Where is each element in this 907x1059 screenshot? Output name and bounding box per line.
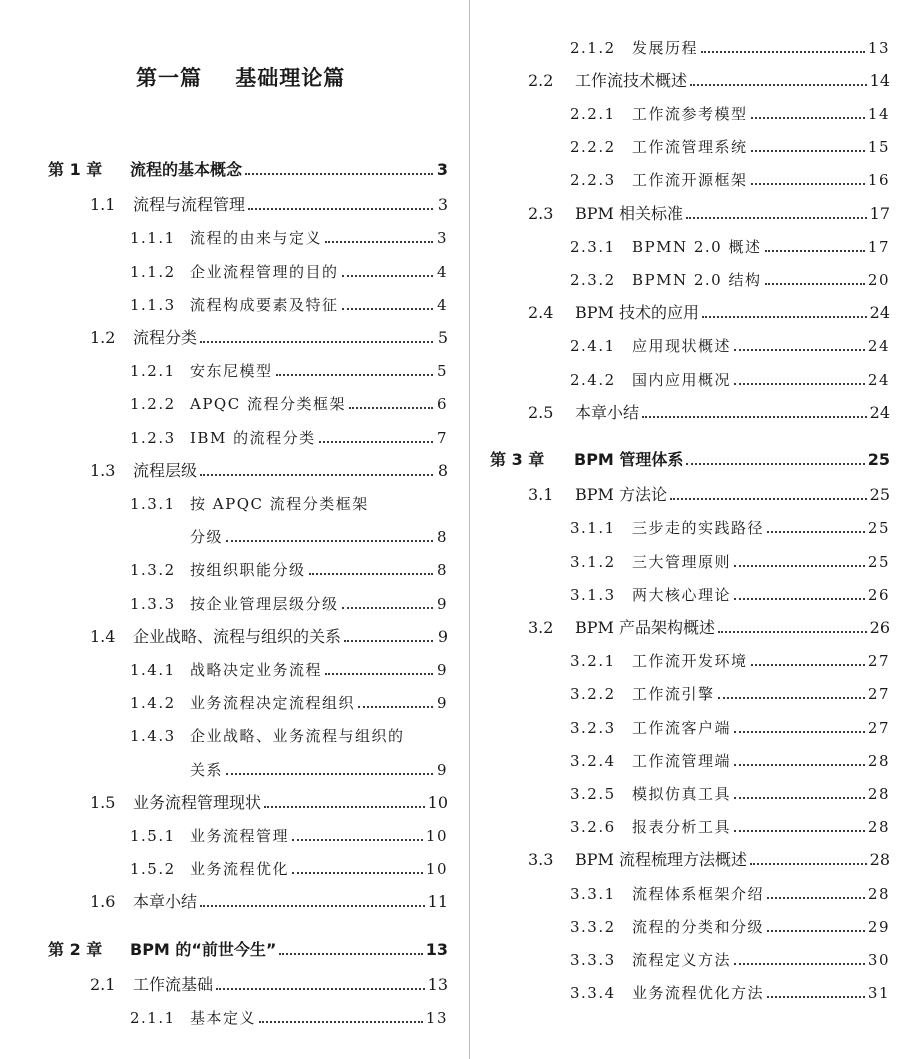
dot-leader (325, 673, 433, 675)
dot-leader (342, 275, 433, 277)
toc-entry-sub (130, 1007, 448, 1029)
toc-page-number: 25 (867, 552, 890, 571)
toc-entry-section (528, 849, 890, 871)
toc-entry-number: 2.1.1 (130, 1009, 176, 1027)
toc-page-number: 9 (436, 694, 448, 713)
toc-page-number: 4 (436, 262, 448, 281)
toc-page-number: 10 (425, 827, 448, 845)
toc-entry-sub (570, 136, 890, 158)
toc-entry-number: 1.4.3 (130, 727, 176, 746)
toc-entry-sub (570, 916, 890, 938)
toc-entry-section (528, 302, 890, 324)
toc-entry-section (528, 484, 890, 506)
dot-leader (642, 416, 867, 418)
toc-page-number: 24 (869, 402, 890, 422)
dot-leader (319, 441, 433, 443)
toc-entry-number: 1.3.2 (130, 561, 176, 580)
dot-leader (200, 905, 425, 907)
toc-entry-title: 工作流基础 (133, 974, 214, 994)
toc-entry-sub (570, 949, 890, 971)
dot-leader (200, 474, 433, 476)
toc-entry-title: 企业战略、流程与组织的关系 (133, 626, 342, 646)
dot-leader (292, 872, 423, 874)
dot-leader (767, 996, 865, 998)
toc-entry-title: BPM 管理体系 (574, 449, 684, 469)
toc-entry-title: 流程的分类和分级 (632, 917, 765, 936)
toc-entry-title: 本章小结 (133, 892, 198, 912)
toc-entry-number: 2.3.2 (570, 270, 616, 289)
toc-entry-sub (570, 783, 890, 805)
toc-entry-title: 按企业管理层级分级 (190, 594, 339, 613)
toc-entry-chapter (48, 939, 448, 961)
toc-entry-title: BPM 的“前世今生” (130, 939, 277, 959)
toc-page-number: 27 (867, 718, 890, 737)
toc-entry-title: 工作流引擎 (632, 685, 715, 704)
toc-entry-title: 工作流开发环境 (632, 652, 748, 671)
toc-page-number: 4 (436, 295, 448, 314)
toc-entry-title: 三步走的实践路径 (632, 519, 765, 538)
toc-entry-title: APQC 流程分类框架 (190, 395, 346, 414)
toc-entry-title: 工作流参考模型 (632, 104, 748, 123)
dot-leader (734, 963, 865, 965)
toc-page-number: 24 (867, 370, 890, 389)
toc-entry-section (528, 70, 890, 92)
toc-entry-title: 流程分类 (133, 328, 198, 347)
toc-entry-number: 1.6 (90, 892, 116, 912)
toc-entry-title: 流程层级 (133, 460, 198, 480)
toc-entry-title: BPM 产品架构概述 (575, 617, 715, 637)
toc-entry-section (90, 974, 448, 996)
dot-leader (342, 607, 433, 609)
toc-entry-number: 2.2.2 (570, 138, 616, 157)
toc-entry-sub (130, 858, 448, 880)
dot-leader (325, 241, 433, 243)
toc-page-number: 13 (867, 38, 890, 57)
dot-leader (701, 51, 865, 53)
toc-entry-title-continued: 关系 (190, 760, 224, 779)
dot-leader (358, 706, 433, 708)
toc-page-number: 3 (437, 195, 448, 215)
toc-entry-title: 工作流管理系统 (632, 138, 748, 157)
toc-entry-title: 按组织职能分级 (190, 561, 306, 580)
toc-page-number: 8 (436, 561, 448, 580)
toc-entry-sub (570, 335, 890, 357)
toc-entry-number: 第 3 章 (490, 449, 545, 469)
toc-entry-sub (130, 692, 448, 714)
toc-entry-title: 业务流程管理现状 (133, 792, 262, 812)
dot-leader (765, 250, 865, 252)
toc-entry-number: 3.2.4 (570, 751, 616, 770)
toc-entry-number: 1.1 (90, 195, 116, 215)
toc-entry-number: 2.2 (528, 70, 554, 90)
toc-page-number: 8 (436, 528, 448, 547)
toc-entry-title: 工作流管理端 (632, 751, 732, 770)
toc-page-number: 13 (425, 1009, 448, 1027)
toc-entry-title: 流程与流程管理 (133, 195, 246, 215)
column-divider (469, 0, 470, 1059)
toc-entry-sub (570, 717, 890, 739)
part-title: 第一篇 基础理论篇 (136, 66, 346, 90)
toc-entry-number: 1.3 (90, 460, 116, 480)
dot-leader (734, 565, 865, 567)
toc-page-number: 6 (436, 395, 448, 414)
toc-entry-number: 2.1 (90, 974, 116, 994)
toc-entry-number: 2.2.1 (570, 104, 616, 123)
toc-entry-title: 模拟仿真工具 (632, 784, 732, 803)
toc-entry-number: 3.1.2 (570, 552, 616, 571)
toc-entry-title: BPM 技术的应用 (575, 303, 699, 323)
toc-entry-section (528, 203, 890, 225)
dot-leader (200, 341, 433, 343)
toc-entry-sub (570, 683, 890, 705)
toc-entry-sub (130, 725, 448, 747)
toc-page-number: 28 (867, 818, 890, 837)
toc-entry-number: 3.3.3 (570, 950, 616, 969)
toc-entry-title: 发展历程 (632, 38, 699, 57)
dot-leader (216, 988, 425, 990)
dot-leader (349, 407, 433, 409)
toc-entry-sub (570, 551, 890, 573)
toc-entry-number: 1.3.3 (130, 594, 176, 613)
dot-leader (702, 316, 867, 318)
toc-entry-number: 3.2.1 (570, 652, 616, 671)
toc-entry-sub (130, 825, 448, 847)
toc-page-number: 9 (437, 626, 448, 646)
toc-page-number: 9 (436, 594, 448, 613)
toc-entry-title: 流程体系框架介绍 (632, 884, 765, 903)
toc-page-number: 7 (436, 428, 448, 447)
toc-page-number: 31 (867, 984, 890, 1003)
toc-entry-number: 3.3 (528, 850, 554, 870)
dot-leader (309, 573, 433, 575)
toc-entry-chapter (48, 159, 448, 181)
toc-page-number: 25 (867, 519, 890, 538)
toc-entry-title: 业务流程优化方法 (632, 984, 765, 1003)
toc-entry-title: 国内应用概况 (632, 370, 732, 389)
toc-page-number: 11 (427, 892, 448, 912)
toc-entry-number: 1.1.3 (130, 295, 176, 314)
toc-entry-sub (570, 650, 890, 672)
dot-leader (686, 463, 864, 465)
dot-leader (765, 283, 865, 285)
dot-leader (767, 930, 865, 932)
toc-page-number: 9 (436, 661, 448, 679)
toc-entry-title: 应用现状概述 (632, 337, 732, 356)
toc-page-number: 15 (867, 138, 890, 157)
toc-entry-title: BPMN 2.0 结构 (632, 270, 762, 289)
toc-page-number: 27 (867, 685, 890, 704)
dot-leader (718, 697, 865, 699)
toc-page-number: 25 (869, 485, 890, 505)
toc-entry-number: 1.2 (90, 328, 116, 347)
toc-entry-title: 工作流技术概述 (575, 70, 688, 90)
toc-page-number: 28 (867, 751, 890, 770)
toc-entry-title-continued: 分级 (190, 528, 224, 547)
dot-leader (767, 531, 865, 533)
toc-entry-number: 1.5.2 (130, 860, 176, 879)
toc-entry-title: 流程的由来与定义 (190, 229, 323, 248)
toc-entry-sub (130, 593, 448, 615)
dot-leader (734, 764, 865, 766)
toc-entry-number: 1.2.2 (130, 395, 176, 414)
toc-page-number: 28 (869, 850, 890, 870)
toc-entry-title: 工作流客户端 (632, 718, 732, 737)
toc-page-number: 30 (867, 950, 890, 969)
toc-page-number: 10 (427, 792, 448, 812)
toc-entry-number: 1.2.1 (130, 362, 176, 381)
toc-entry-sub (130, 427, 448, 449)
toc-entry-number: 第 1 章 (48, 160, 103, 179)
toc-entry-sub (570, 816, 890, 838)
toc-entry-title: 业务流程决定流程组织 (190, 694, 356, 713)
dot-leader (245, 173, 433, 175)
dot-leader (718, 631, 867, 633)
toc-page-number: 3 (436, 229, 448, 248)
toc-entry-sub (130, 294, 448, 316)
toc-entry-sub (570, 750, 890, 772)
toc-entry-title: 两大核心理论 (632, 585, 732, 604)
toc-page-number: 9 (436, 760, 448, 779)
toc-entry-number: 3.1.1 (570, 519, 616, 538)
dot-leader (767, 897, 865, 899)
toc-entry-number: 1.5.1 (130, 827, 176, 845)
toc-entry-number: 3.1 (528, 485, 554, 505)
dot-leader (226, 773, 433, 775)
toc-entry-sub (130, 360, 448, 382)
toc-entry-sub (570, 584, 890, 606)
dot-leader (751, 664, 865, 666)
toc-entry-chapter (490, 449, 890, 471)
toc-entry-sub (130, 393, 448, 415)
toc-entry-sub (570, 517, 890, 539)
dot-leader (734, 349, 865, 351)
toc-entry-number: 2.3 (528, 203, 554, 223)
toc-entry-section (90, 792, 448, 814)
dot-leader (248, 208, 433, 210)
toc-entry-continuation (190, 759, 448, 781)
toc-page-number: 3 (436, 160, 448, 179)
dot-leader (226, 540, 433, 542)
toc-entry-sub (130, 493, 448, 515)
toc-entry-sub (570, 169, 890, 191)
toc-entry-number: 3.2.5 (570, 784, 616, 803)
toc-entry-number: 1.5 (90, 792, 116, 812)
toc-page-number: 20 (867, 270, 890, 289)
toc-entry-number: 2.4.1 (570, 337, 616, 356)
toc-entry-title: 三大管理原则 (632, 552, 732, 571)
toc-entry-section (528, 402, 890, 424)
toc-entry-number: 1.4.1 (130, 661, 176, 679)
toc-entry-title: IBM 的流程分类 (190, 428, 316, 447)
toc-entry-sub (130, 559, 448, 581)
toc-page-number: 24 (867, 337, 890, 356)
dot-leader (259, 1021, 423, 1023)
toc-entry-number: 1.4.2 (130, 694, 176, 713)
toc-entry-number: 2.4.2 (570, 370, 616, 389)
toc-entry-section (90, 460, 448, 482)
toc-entry-sub (130, 659, 448, 681)
toc-entry-number: 3.3.4 (570, 984, 616, 1003)
toc-entry-title: 业务流程优化 (190, 860, 290, 879)
toc-entry-continuation (190, 526, 448, 548)
toc-entry-number: 1.2.3 (130, 428, 176, 447)
toc-entry-number: 3.3.1 (570, 884, 616, 903)
toc-entry-number: 3.2.2 (570, 685, 616, 704)
toc-entry-title: BPM 流程梳理方法概述 (575, 850, 747, 870)
dot-leader (264, 806, 425, 808)
toc-entry-sub (570, 269, 890, 291)
dot-leader (276, 374, 433, 376)
toc-entry-number: 3.2 (528, 617, 554, 637)
toc-entry-title: 本章小结 (575, 402, 640, 422)
toc-entry-number: 1.1.2 (130, 262, 176, 281)
dot-leader (344, 640, 433, 642)
toc-entry-title: 流程构成要素及特征 (190, 295, 339, 314)
toc-page-number: 17 (869, 203, 890, 223)
dot-leader (751, 183, 865, 185)
toc-page-number: 27 (867, 652, 890, 671)
toc-page-number: 24 (869, 303, 890, 323)
toc-entry-number: 2.4 (528, 303, 554, 323)
dot-leader (751, 117, 865, 119)
toc-entry-section (90, 891, 448, 913)
toc-entry-sub (130, 261, 448, 283)
toc-page-number: 5 (436, 362, 448, 381)
toc-page-number: 16 (867, 171, 890, 190)
toc-entry-number: 2.3.1 (570, 237, 616, 256)
toc-entry-number: 2.1.2 (570, 38, 616, 57)
toc-entry-number: 3.3.2 (570, 917, 616, 936)
toc-entry-title: 企业流程管理的目的 (190, 262, 339, 281)
toc-entry-title: 流程定义方法 (632, 950, 732, 969)
toc-entry-section (528, 617, 890, 639)
toc-entry-number: 1.4 (90, 626, 116, 646)
toc-page-number: 17 (867, 237, 890, 256)
toc-entry-sub (570, 103, 890, 125)
toc-entry-section (90, 194, 448, 216)
toc-entry-number: 第 2 章 (48, 939, 103, 959)
dot-leader (734, 830, 865, 832)
toc-page-number: 14 (867, 104, 890, 123)
toc-entry-section (90, 626, 448, 648)
dot-leader (734, 598, 865, 600)
toc-entry-title: 业务流程管理 (190, 827, 290, 845)
toc-entry-title: BPMN 2.0 概述 (632, 237, 762, 256)
toc-entry-title: BPM 相关标准 (575, 203, 683, 223)
toc-page-number: 13 (427, 974, 448, 994)
toc-entry-section (90, 327, 448, 349)
dot-leader (734, 383, 865, 385)
toc-page-number: 28 (867, 884, 890, 903)
toc-entry-sub (570, 37, 890, 59)
toc-entry-sub (570, 982, 890, 1004)
dot-leader (750, 863, 867, 865)
toc-page-number: 14 (869, 70, 890, 90)
toc-entry-sub (570, 883, 890, 905)
toc-entry-sub (570, 236, 890, 258)
dot-leader (751, 150, 865, 152)
dot-leader (686, 217, 867, 219)
toc-entry-number: 1.1.1 (130, 229, 176, 248)
dot-leader (342, 308, 433, 310)
toc-entry-number: 2.2.3 (570, 171, 616, 190)
dot-leader (670, 498, 867, 500)
toc-page-number: 26 (869, 617, 890, 637)
toc-entry-sub (130, 227, 448, 249)
dot-leader (734, 797, 865, 799)
toc-page-number: 28 (867, 784, 890, 803)
dot-leader (279, 953, 422, 955)
toc-page-number: 8 (437, 460, 448, 480)
dot-leader (690, 84, 867, 86)
toc-entry-title: 基本定义 (190, 1009, 257, 1027)
toc-entry-title: 工作流开源框架 (632, 171, 748, 190)
toc-entry-number: 3.2.3 (570, 718, 616, 737)
toc-entry-number: 1.3.1 (130, 495, 176, 513)
dot-leader (292, 839, 423, 841)
toc-page-number: 10 (425, 860, 448, 879)
toc-entry-number: 2.5 (528, 402, 554, 422)
toc-entry-title: 按 APQC 流程分类框架 (190, 495, 369, 513)
toc-entry-title: 流程的基本概念 (130, 160, 243, 179)
toc-entry-number: 3.2.6 (570, 818, 616, 837)
toc-entry-number: 3.1.3 (570, 585, 616, 604)
toc-entry-sub (570, 369, 890, 391)
toc-entry-title: 报表分析工具 (632, 818, 732, 837)
toc-entry-title: 战略决定业务流程 (190, 661, 323, 679)
toc-entry-title: 安东尼模型 (190, 362, 273, 381)
toc-entry-title: BPM 方法论 (575, 485, 667, 505)
toc-page-number: 13 (425, 939, 448, 959)
toc-page-number: 26 (867, 585, 890, 604)
toc-page-number: 5 (437, 328, 448, 347)
toc-page-number: 29 (867, 917, 890, 936)
toc-page-number: 25 (867, 449, 890, 469)
toc-entry-title: 企业战略、业务流程与组织的 (190, 727, 405, 746)
dot-leader (734, 731, 865, 733)
